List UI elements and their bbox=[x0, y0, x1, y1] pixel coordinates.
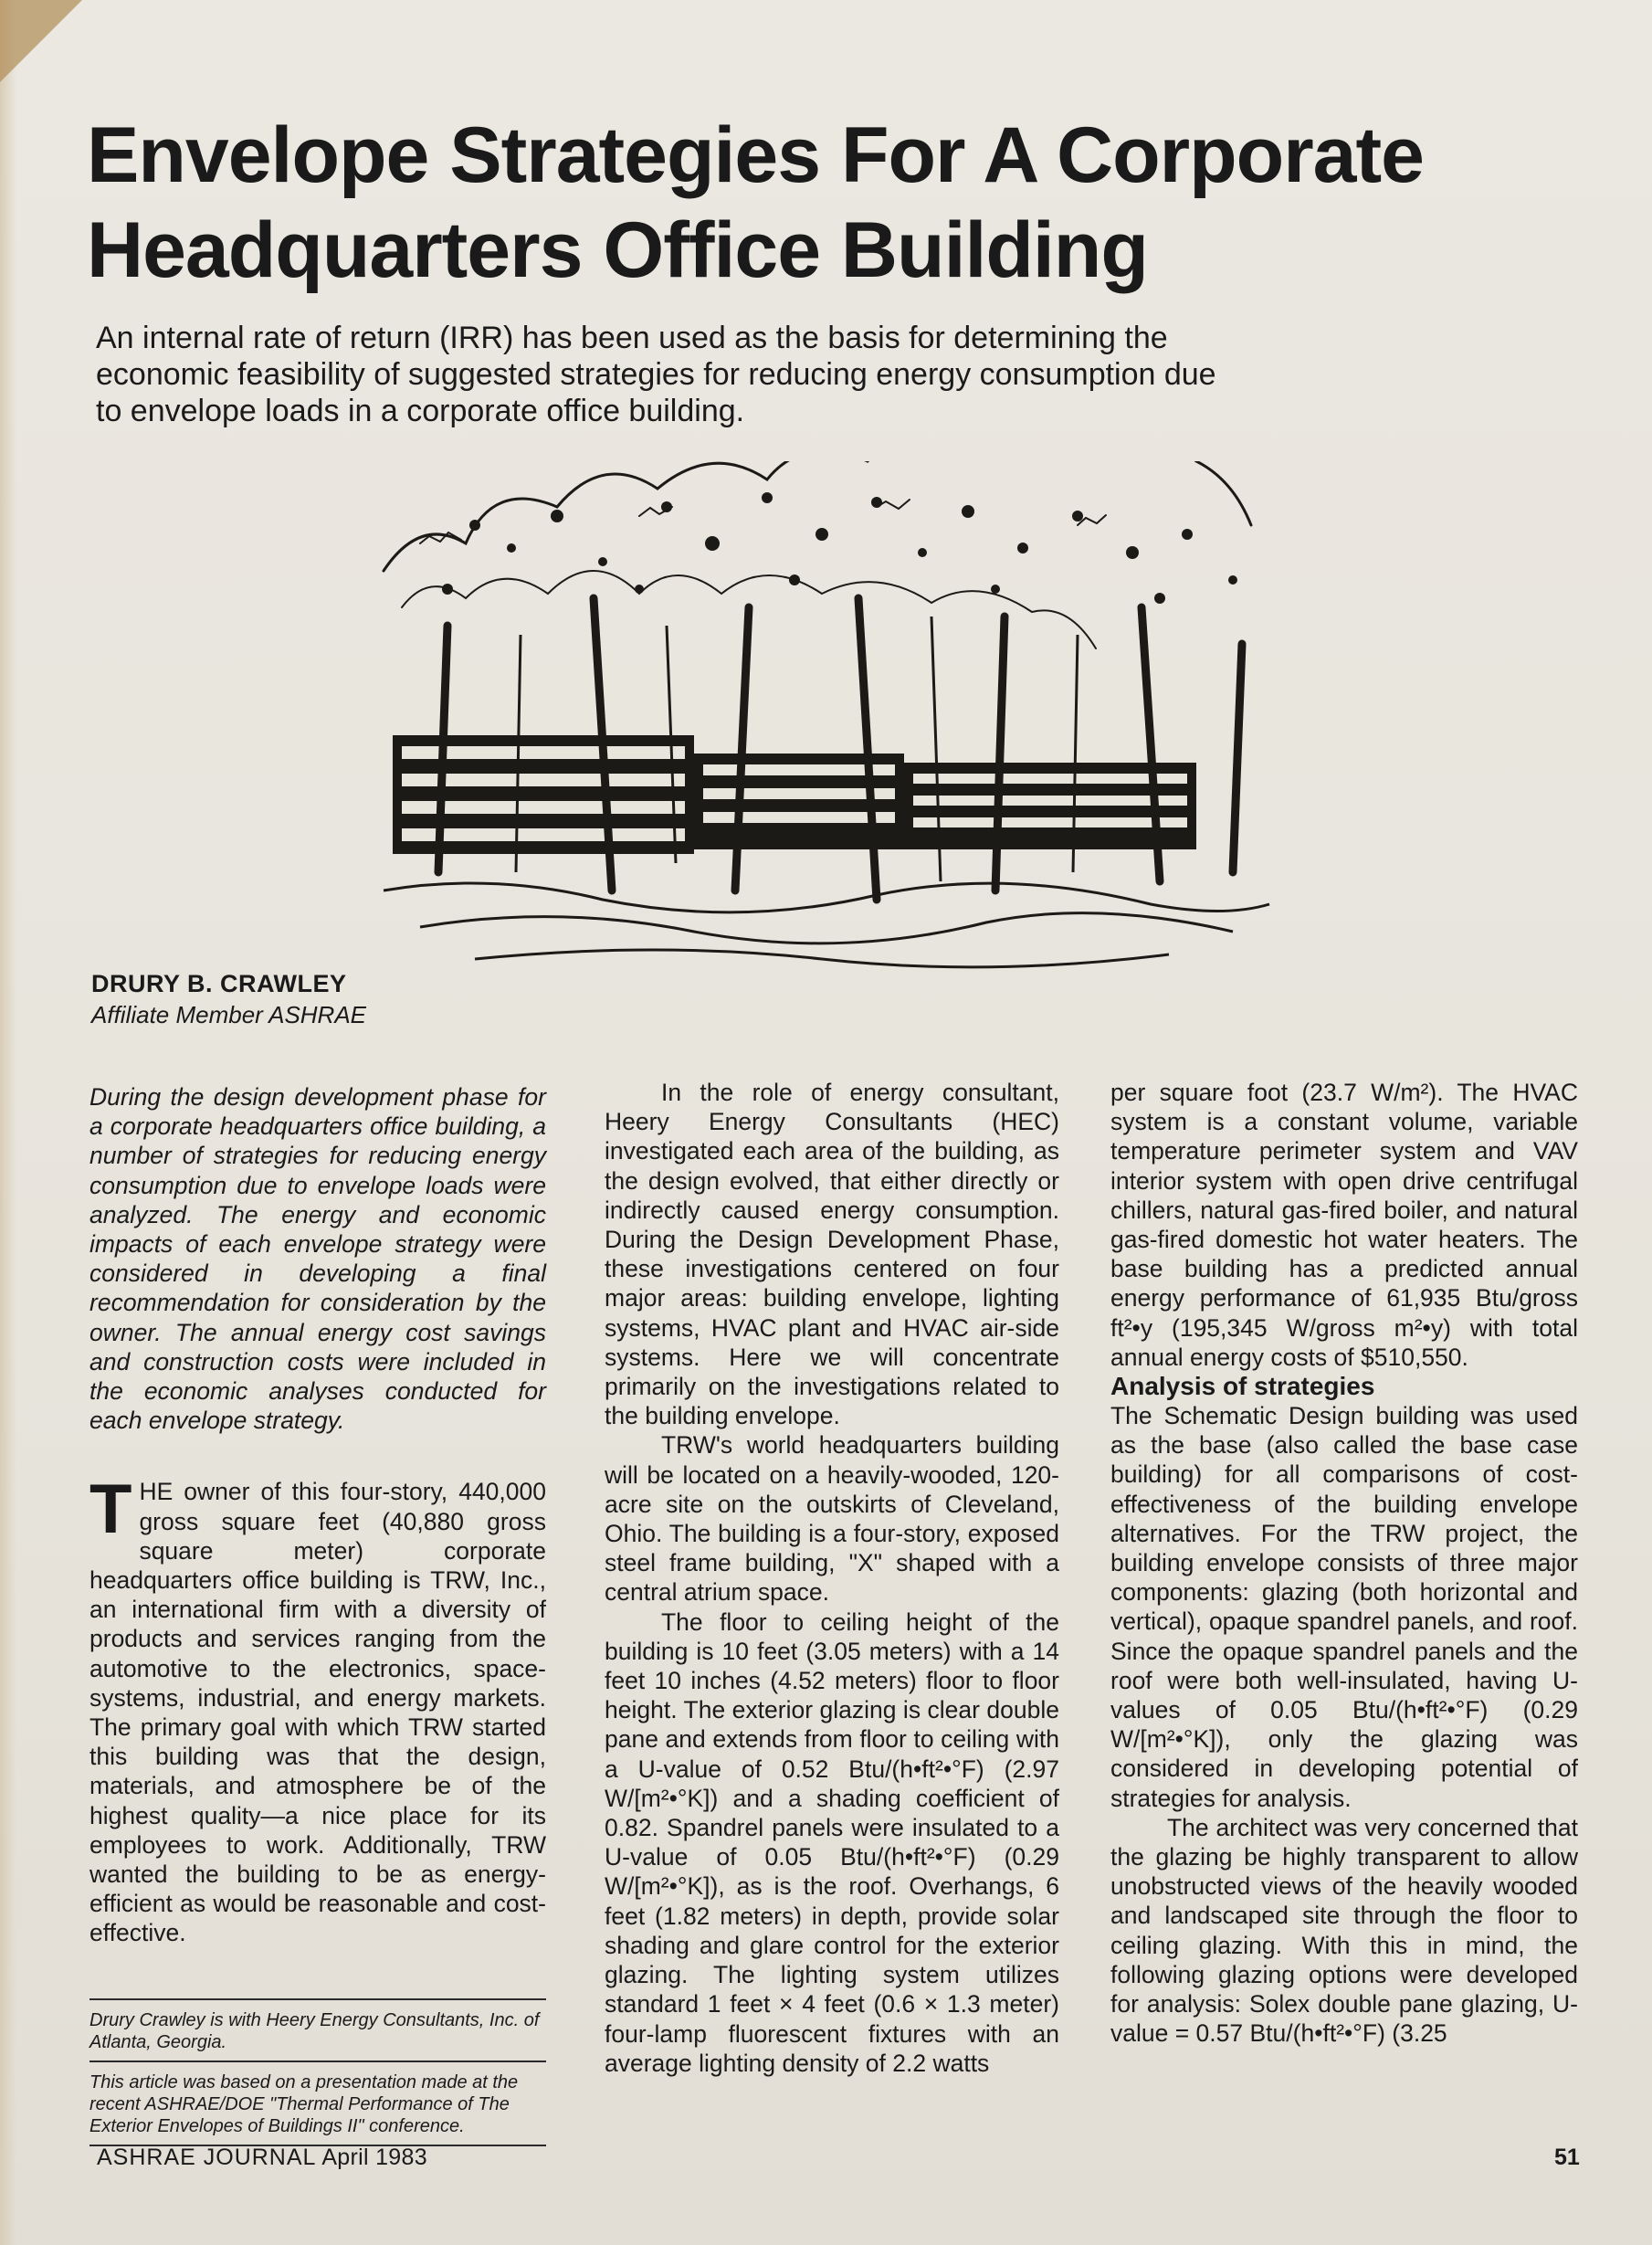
column-3-paragraph-3: The architect was very concerned that the glazing be highly transparent to allow unobstructed views of the heavily wooded and landscaped site through the floor to ceiling glazing. With this in mind, the following glazing options were developed for analysis: Solex double pane glazing, U-value = 0.57 Btu/(h•ft²•°F) (3.25 bbox=[1110, 1813, 1578, 2048]
page-edge-shadow bbox=[0, 0, 16, 2245]
title-line-1: Envelope Strategies For A Corporate bbox=[87, 111, 1424, 199]
article-title bbox=[87, 108, 1584, 298]
presentation-note: This article was based on a presentation made at the recent ASHRAE/DOE "Thermal Performance of The Exterior Envelopes of Buildings II" conference. bbox=[89, 2072, 519, 2136]
byline bbox=[91, 968, 366, 1030]
author-affiliation: Affiliate Member ASHRAE bbox=[91, 1001, 367, 1028]
section-heading: Analysis of strategies bbox=[1110, 1372, 1375, 1401]
issue-date: April 1983 bbox=[321, 2145, 427, 2170]
journal-name: ASHRAE JOURNAL bbox=[97, 2145, 317, 2170]
column-2-paragraph-2: TRW's world headquarters building will be located on a heavily-wooded, 120-acre site on the outskirts of Cleveland, Ohio. The building is a four-story, exposed steel frame building, "X" shaped with a central atrium space. bbox=[605, 1431, 1059, 1607]
deck-line-1: An internal rate of return (IRR) has been used as the basis for determining the bbox=[96, 321, 1168, 355]
page-number: 51 bbox=[1554, 2145, 1580, 2170]
title-line-2: Headquarters Office Building bbox=[87, 206, 1148, 294]
opening-paragraph bbox=[89, 1470, 546, 1947]
deck-line-3: to envelope loads in a corporate office building. bbox=[96, 394, 745, 428]
author-name: DRURY B. CRAWLEY bbox=[91, 970, 347, 997]
article-deck bbox=[96, 320, 1374, 429]
footer-journal bbox=[97, 2145, 427, 2171]
page-corner-fold bbox=[0, 0, 82, 82]
lede-paragraph: During the design development phase for a corporate headquarters office building, a number of strategies for reducing energy consumption due to envelope loads were analyzed. The energy and economic impacts of each envelope strategy were considered in developing a final recommendation for consideration by the owner. The annual energy cost savings and construction costs were included in the economic analyses conducted for each envelope strategy. bbox=[89, 1083, 546, 1435]
notes-rule-middle bbox=[89, 2061, 546, 2062]
column-1 bbox=[89, 1082, 546, 1948]
author-notes bbox=[89, 1998, 546, 2155]
notes-rule-top bbox=[89, 1998, 546, 2000]
drop-cap: T bbox=[89, 1470, 132, 1549]
opening-paragraph-text: HE owner of this four-story, 440,000 gross square feet (40,880 gross square meter) corporate headquarters office building is TRW, Inc., an international firm with a diversity of products and services ranging from the automotive to the electronics, space-systems, industrial, and energy markets. The primary goal with which TRW started this building was that the design, materials, and atmosphere be of the highest quality—a nice place for its employees to work. Additionally, TRW wanted the building to be as energy-efficient as would be reasonable and cost-effective. bbox=[89, 1478, 546, 1947]
column-3-paragraph-1: per square foot (23.7 W/m²). The HVAC system is a constant volume, variable temperature perimeter system and VAV interior system with open drive centrifugal chillers, natural gas-fired boiler, and natural gas-fired domestic hot water heaters. The base building has a predicted annual energy performance of 61,935 Btu/gross ft²•y (195,345 W/gross m²•y) with total annual energy costs of $510,550. bbox=[1110, 1079, 1578, 1371]
column-2-paragraph-1: In the role of energy consultant, Heery Energy Consultants (HEC) investigated each area of the building, as the design evolved, that either directly or indirectly caused energy consumption. During the Design Development Phase, these investigations centered on four major areas: building envelope, lighting systems, HVAC plant and HVAC air-side systems. Here we will concentrate primarily on the investigations related to the building envelope. bbox=[605, 1079, 1059, 1430]
column-3-paragraph-2: The Schematic Design building was used as the base (also called the base case building) for all comparisons of cost-effectiveness of the building envelope alternatives. For the TRW project, the building envelope consists of three major components: glazing (both horizontal and vertical), opaque spandrel panels, and roof. Since the opaque spandrel panels and the roof were both well-insulated, having U-values of 0.05 Btu/(h•ft²•°F) (0.29 W/[m²•°K]), only the glazing was considered in developing potential of strategies for analysis. bbox=[1110, 1402, 1578, 1812]
building-among-trees-drawing-icon bbox=[365, 461, 1278, 973]
column-3 bbox=[1110, 1078, 1578, 2049]
column-2-paragraph-3: The floor to ceiling height of the building is 10 feet (3.05 meters) with a 14 feet 10 inches (4.52 meters) floor to floor height. The exterior glazing is clear double pane and extends from floor to ceiling with a U-value of 0.52 Btu/(h•ft²•°F) (2.97 W/[m²•°K]) and a shading coefficient of 0.82. Spandrel panels were insulated to a U-value of 0.05 Btu/(h•ft²•°F) (0.29 W/[m²•°K]), as is the roof. Overhangs, 6 feet (1.82 meters) in depth, provide solar shading and glare control for the exterior glazing. The lighting system utilizes standard 1 feet × 4 feet (0.6 × 1.3 meter) four-lamp fluorescent fixtures with an average lighting density of 2.2 watts bbox=[605, 1607, 1059, 2077]
column-2 bbox=[605, 1078, 1059, 2078]
deck-line-2: economic feasibility of suggested strategies for reducing energy consumption due bbox=[96, 357, 1216, 392]
author-note: Drury Crawley is with Heery Energy Consultants, Inc. of Atlanta, Georgia. bbox=[89, 2010, 540, 2052]
